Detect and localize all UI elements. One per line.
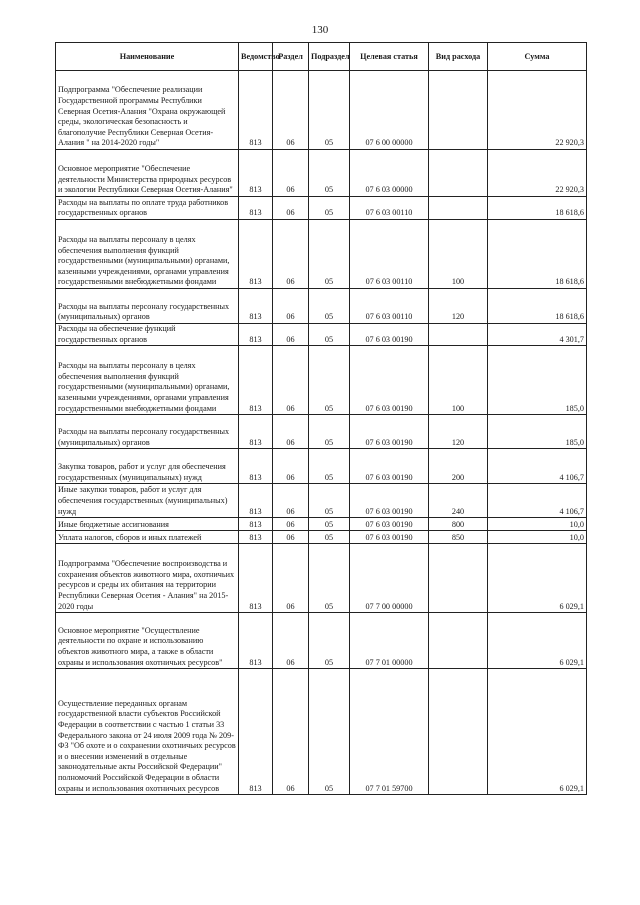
row-cel: 07 6 03 00190 <box>350 415 429 449</box>
row-name: Расходы на выплаты персоналу государственных (муниципальных) органов <box>56 415 239 449</box>
row-summa: 6 029,1 <box>488 544 587 613</box>
table-row <box>56 150 587 197</box>
table-header-row <box>56 43 587 71</box>
row-summa: 18 618,6 <box>488 197 587 220</box>
row-cel: 07 6 03 00110 <box>350 220 429 289</box>
row-vid: 800 <box>429 518 488 531</box>
row-razdel: 06 <box>273 289 309 324</box>
row-razdel: 06 <box>273 324 309 346</box>
row-ved: 813 <box>239 289 273 324</box>
table-row <box>56 197 587 220</box>
row-name: Закупка товаров, работ и услуг для обеспечения государственных (муниципальных) нужд <box>56 449 239 484</box>
row-razdel: 06 <box>273 544 309 613</box>
table-row <box>56 220 587 289</box>
row-ved: 813 <box>239 544 273 613</box>
table-row <box>56 346 587 415</box>
row-cel: 07 7 01 00000 <box>350 613 429 669</box>
budget-table <box>55 42 587 795</box>
row-name: Уплата налогов, сборов и иных платежей <box>56 531 239 544</box>
header-razdel: Раздел <box>273 43 309 71</box>
header-summa: Сумма <box>488 43 587 71</box>
row-name: Расходы на выплаты персоналу государственных (муниципальных) органов <box>56 289 239 324</box>
row-podrazdel: 05 <box>309 324 350 346</box>
row-podrazdel: 05 <box>309 518 350 531</box>
row-vid <box>429 613 488 669</box>
page-number: 130 <box>311 24 329 36</box>
table-row <box>56 324 587 346</box>
row-ved: 813 <box>239 346 273 415</box>
row-ved: 813 <box>239 613 273 669</box>
row-razdel: 06 <box>273 346 309 415</box>
row-podrazdel: 05 <box>309 449 350 484</box>
row-vid: 100 <box>429 220 488 289</box>
row-cel: 07 6 03 00000 <box>350 150 429 197</box>
row-summa: 185,0 <box>488 415 587 449</box>
row-summa: 6 029,1 <box>488 613 587 669</box>
row-summa: 4 106,7 <box>488 449 587 484</box>
table-row <box>56 531 587 544</box>
row-summa: 18 618,6 <box>488 289 587 324</box>
table-row <box>56 415 587 449</box>
header-name: Наименование <box>56 43 239 71</box>
row-razdel: 06 <box>273 449 309 484</box>
row-name: Осуществление переданных органам государственной власти субъектов Российской Федерации в соответствии с частью 1 статьи 33 Федерального закона от 24 июля 2009 года № 209-ФЗ "Об охоте и о сохранении охотничьих ресурсов и о внесении изменений в отдельные законодательные акты Российской Федерации" полномочий Российской Федерации в области охраны и использования охотничьих ресурсов <box>56 669 239 795</box>
row-razdel: 06 <box>273 71 309 150</box>
row-razdel: 06 <box>273 531 309 544</box>
row-vid: 850 <box>429 531 488 544</box>
row-cel: 07 6 03 00190 <box>350 346 429 415</box>
row-razdel: 06 <box>273 220 309 289</box>
row-podrazdel: 05 <box>309 415 350 449</box>
row-cel: 07 6 03 00110 <box>350 289 429 324</box>
row-razdel: 06 <box>273 669 309 795</box>
row-vid <box>429 544 488 613</box>
row-name: Подпрограмма "Обеспечение воспроизводства и сохранения объектов животного мира, охотничьих ресурсов и среды их обитания на территории Республики Северная Осетия - Алания" на 2015-2020 годы <box>56 544 239 613</box>
row-name: Подпрограмма "Обеспечение реализации Государственной программы Республики Северная Осетия-Алания "Охрана окружающей среды, экологическая безопасность и благополучие Республики Северная Осетия-Алания " на 2014-2020 годы" <box>56 71 239 150</box>
row-summa: 185,0 <box>488 346 587 415</box>
row-vid <box>429 197 488 220</box>
header-ved: Ведомство <box>239 43 273 71</box>
header-vid: Вид расхода <box>429 43 488 71</box>
row-summa: 4 301,7 <box>488 324 587 346</box>
row-vid <box>429 669 488 795</box>
row-cel: 07 6 00 00000 <box>350 71 429 150</box>
row-vid: 120 <box>429 289 488 324</box>
row-cel: 07 6 03 00190 <box>350 449 429 484</box>
row-podrazdel: 05 <box>309 669 350 795</box>
row-vid: 120 <box>429 415 488 449</box>
table-row <box>56 613 587 669</box>
row-cel: 07 6 03 00190 <box>350 484 429 518</box>
row-vid <box>429 71 488 150</box>
row-vid: 100 <box>429 346 488 415</box>
row-cel: 07 6 03 00190 <box>350 518 429 531</box>
table-row <box>56 669 587 795</box>
row-podrazdel: 05 <box>309 346 350 415</box>
row-ved: 813 <box>239 484 273 518</box>
row-vid: 200 <box>429 449 488 484</box>
row-summa: 18 618,6 <box>488 220 587 289</box>
row-name: Расходы на выплаты персоналу в целях обеспечения выполнения функций государственными (муниципальными) органами, казенными учреждениями, органами управления государственными внебюджетными фондами <box>56 346 239 415</box>
row-ved: 813 <box>239 415 273 449</box>
row-summa: 10,0 <box>488 531 587 544</box>
row-ved: 813 <box>239 669 273 795</box>
table-row <box>56 544 587 613</box>
table-row <box>56 449 587 484</box>
row-razdel: 06 <box>273 197 309 220</box>
row-razdel: 06 <box>273 518 309 531</box>
row-razdel: 06 <box>273 613 309 669</box>
row-name: Иные бюджетные ассигнования <box>56 518 239 531</box>
row-name: Иные закупки товаров, работ и услуг для обеспечения государственных (муниципальных) нужд <box>56 484 239 518</box>
row-summa: 22 920,3 <box>488 150 587 197</box>
row-podrazdel: 05 <box>309 197 350 220</box>
row-ved: 813 <box>239 324 273 346</box>
row-ved: 813 <box>239 531 273 544</box>
row-summa: 6 029,1 <box>488 669 587 795</box>
row-summa: 4 106,7 <box>488 484 587 518</box>
row-summa: 10,0 <box>488 518 587 531</box>
row-razdel: 06 <box>273 484 309 518</box>
row-razdel: 06 <box>273 150 309 197</box>
row-name: Основное мероприятие "Осуществление деятельности по охране и использованию объектов животного мира, а также в области охраны и использования охотничьих ресурсов" <box>56 613 239 669</box>
row-ved: 813 <box>239 220 273 289</box>
row-name: Расходы на обеспечение функций государственных органов <box>56 324 239 346</box>
row-ved: 813 <box>239 518 273 531</box>
row-podrazdel: 05 <box>309 71 350 150</box>
row-ved: 813 <box>239 449 273 484</box>
row-cel: 07 6 03 00190 <box>350 531 429 544</box>
row-podrazdel: 05 <box>309 150 350 197</box>
header-cel: Целевая статья <box>350 43 429 71</box>
row-podrazdel: 05 <box>309 544 350 613</box>
row-podrazdel: 05 <box>309 289 350 324</box>
row-podrazdel: 05 <box>309 484 350 518</box>
row-ved: 813 <box>239 197 273 220</box>
row-ved: 813 <box>239 150 273 197</box>
row-cel: 07 6 03 00110 <box>350 197 429 220</box>
row-razdel: 06 <box>273 415 309 449</box>
table-row <box>56 484 587 518</box>
table-row <box>56 71 587 150</box>
row-vid <box>429 324 488 346</box>
header-podrazdel: Подраздел <box>309 43 350 71</box>
table-row <box>56 289 587 324</box>
row-name: Основное мероприятие "Обеспечение деятельности Министерства природных ресурсов и экологии Республики Северная Осетия-Алания" <box>56 150 239 197</box>
row-cel: 07 6 03 00190 <box>350 324 429 346</box>
row-cel: 07 7 00 00000 <box>350 544 429 613</box>
row-podrazdel: 05 <box>309 220 350 289</box>
row-ved: 813 <box>239 71 273 150</box>
row-cel: 07 7 01 59700 <box>350 669 429 795</box>
row-podrazdel: 05 <box>309 531 350 544</box>
row-vid: 240 <box>429 484 488 518</box>
row-podrazdel: 05 <box>309 613 350 669</box>
row-name: Расходы на выплаты по оплате труда работников государственных органов <box>56 197 239 220</box>
row-summa: 22 920,3 <box>488 71 587 150</box>
row-name: Расходы на выплаты персоналу в целях обеспечения выполнения функций государственными (муниципальными) органами, казенными учреждениями, органами управления государственными внебюджетными фондами <box>56 220 239 289</box>
row-vid <box>429 150 488 197</box>
table-row <box>56 518 587 531</box>
